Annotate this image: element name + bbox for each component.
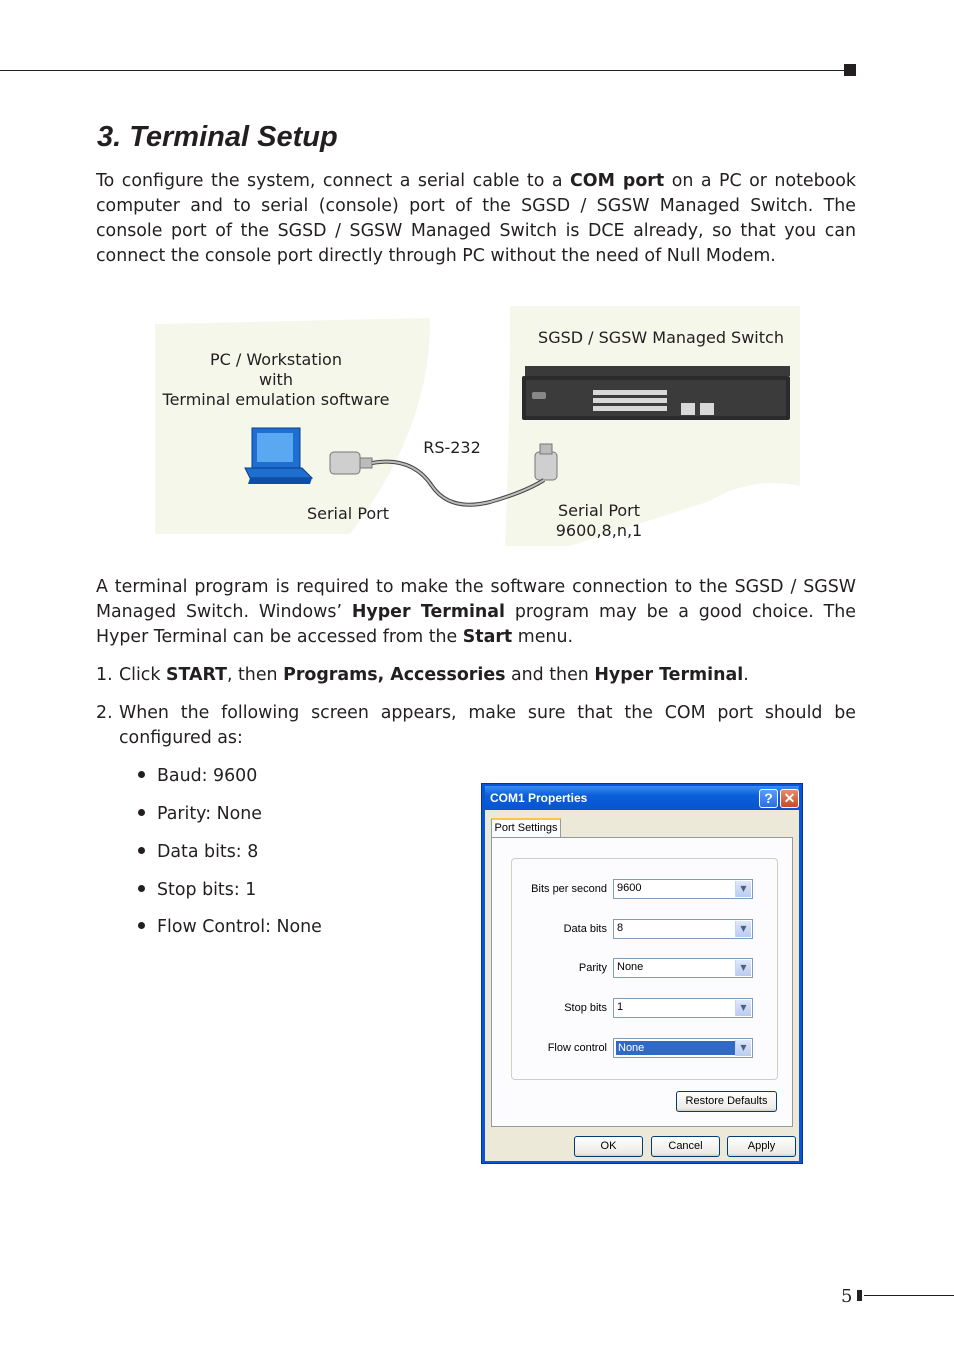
cancel-button[interactable]: Cancel bbox=[651, 1136, 720, 1157]
com1-properties-dialog bbox=[481, 783, 803, 1164]
data-bits-select[interactable]: 8 ▼ bbox=[613, 919, 753, 939]
header-square bbox=[844, 64, 856, 76]
bits-per-second-select[interactable]: 9600 ▼ bbox=[613, 879, 753, 899]
restore-defaults-button[interactable]: Restore Defaults bbox=[676, 1091, 777, 1112]
ok-button[interactable]: OK bbox=[574, 1136, 643, 1157]
hyperterminal-paragraph: A terminal program is required to make the software connection to the SGSD / SGSW Managed Switch. Windows’ Hyper Terminal program may be a good choice. The Hyper Terminal can be accessed from the Start menu. bbox=[96, 577, 856, 647]
step-2: 2. When the following screen appears, make sure that the COM port should be configured as: bbox=[96, 703, 856, 748]
dialog-title: COM1 Properties bbox=[490, 791, 588, 805]
chevron-down-icon: ▼ bbox=[735, 1000, 751, 1016]
step-1: 1. Click START, then Programs, Accessories and then Hyper Terminal. bbox=[96, 665, 749, 685]
settings-group bbox=[511, 858, 778, 1080]
pc-label: PC / Workstation with Terminal emulation software bbox=[162, 350, 390, 409]
close-button[interactable]: ✕ bbox=[780, 789, 799, 808]
pc-port-label: Serial Port bbox=[306, 504, 390, 523]
section-heading: 3. Terminal Setup bbox=[97, 121, 338, 153]
chevron-down-icon: ▼ bbox=[735, 921, 751, 937]
intro-paragraph: To configure the system, connect a serial cable to a COM port on a PC or notebook computer and to serial (console) port of the SGSD / SGSW Managed Switch. The console port of the SGSD / SGSW Managed Switch is DCE already, so that you can connect the console port directly through PC without the need of Null Modem. bbox=[96, 171, 856, 266]
chevron-down-icon: ▼ bbox=[735, 1040, 751, 1056]
flow-control-select[interactable]: None ▼ bbox=[613, 1038, 753, 1058]
page-number: 5 bbox=[841, 1286, 853, 1307]
flow-control-label: Flow control bbox=[547, 1042, 607, 1054]
tab-port-settings[interactable]: Port Settings bbox=[491, 818, 561, 838]
header-rule bbox=[0, 70, 845, 71]
bullet-item: Data bits: 8 bbox=[138, 840, 258, 865]
port-settings-panel bbox=[491, 837, 793, 1127]
bullet-item: Baud: 9600 bbox=[138, 764, 257, 789]
footer-square bbox=[857, 1290, 862, 1301]
bullet-item: Parity: None bbox=[138, 802, 262, 827]
stop-bits-label: Stop bits bbox=[564, 1002, 607, 1014]
help-button[interactable]: ? bbox=[759, 789, 778, 808]
chevron-down-icon: ▼ bbox=[735, 960, 751, 976]
bullet-item: Flow Control: None bbox=[138, 915, 322, 940]
bullet-item: Stop bits: 1 bbox=[138, 878, 256, 903]
parity-select[interactable]: None ▼ bbox=[613, 958, 753, 978]
dialog-titlebar bbox=[485, 786, 799, 810]
dialog-body bbox=[485, 810, 799, 1161]
parity-label: Parity bbox=[578, 962, 607, 974]
stop-bits-select[interactable]: 1 ▼ bbox=[613, 998, 753, 1018]
managed-switch-icon bbox=[522, 366, 790, 420]
bits-per-second-label: Bits per second bbox=[531, 883, 607, 895]
connection-diagram bbox=[150, 306, 802, 550]
cable-label: RS-232 bbox=[423, 438, 481, 457]
apply-button[interactable]: Apply bbox=[727, 1136, 796, 1157]
chevron-down-icon: ▼ bbox=[735, 881, 751, 897]
switch-port-label: Serial Port 9600,8,n,1 bbox=[555, 501, 643, 540]
data-bits-label: Data bits bbox=[563, 923, 607, 935]
footer-rule bbox=[864, 1295, 954, 1296]
switch-label: SGSD / SGSW Managed Switch bbox=[538, 328, 784, 347]
